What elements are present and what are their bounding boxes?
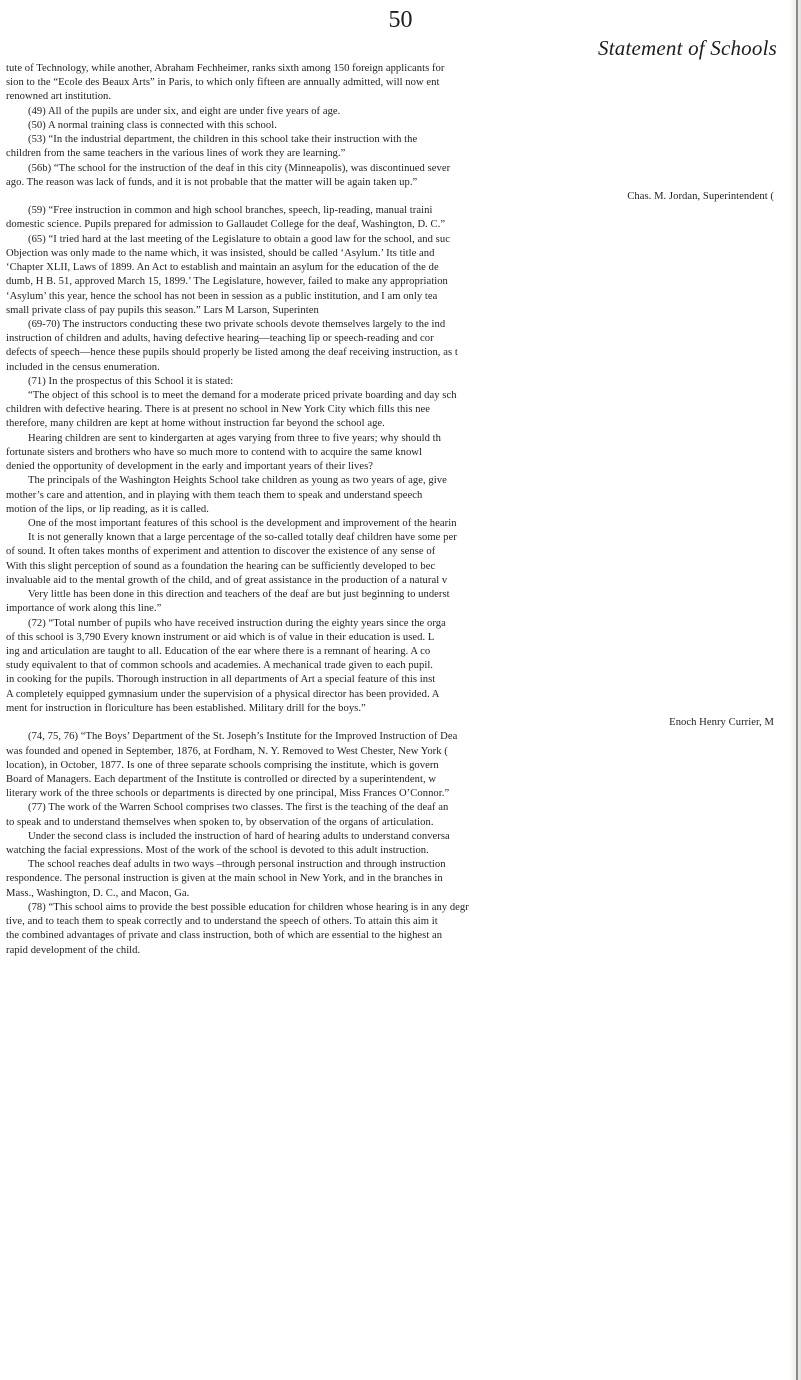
text-line: denied the opportunity of development in the early and important years of their lives? (6, 461, 374, 473)
text-line: (78) “This school aims to provide the best possible education for children whose hearing is in any degr (28, 901, 469, 913)
text-line: fortunate sisters and brothers who have so much more to contend with to acquire the same knowl (6, 446, 422, 458)
text-line: was founded and opened in September, 1876, at Fordham, N. Y. Removed to West Chester, New York ( (6, 745, 448, 757)
body-text (6, 62, 788, 958)
text-line: ment for instruction in floriculture has been established. Military drill for the boys.” (6, 702, 366, 714)
text-line: sion to the “Ecole des Beaux Arts” in Paris, to which only fifteen are annually admitted, will now ent (6, 77, 440, 89)
text-line: of this school is 3,790 Every known instrument or aid which is of value in their education is used. L (6, 631, 435, 643)
text-line: renowned art institution. (6, 91, 112, 103)
text-line: (49) All of the pupils are under six, and eight are under five years of age. (28, 105, 341, 117)
text-line: Board of Managers. Each department of the Institute is controlled or directed by a superintendent, w (6, 773, 437, 785)
text-line: (65) “I tried hard at the last meeting of the Legislature to obtain a good law for the school, and suc (28, 233, 450, 245)
text-line: The school reaches deaf adults in two ways –through personal instruction and through instruction (28, 859, 446, 871)
text-line: tive, and to teach them to speak correctly and to understand the speech of others. To attain this aim it (6, 916, 438, 928)
page-edge-shadow (789, 0, 801, 1380)
text-line: defects of speech—hence these pupils should properly be listed among the deaf receiving instruction, as t (6, 347, 458, 359)
text-line: ago. The reason was lack of funds, and it is not probable that the matter will be again taken up.” (6, 176, 418, 188)
text-line: tute of Technology, while another, Abraham Fechheimer, ranks sixth among 150 foreign applicants for (6, 63, 445, 74)
text-line: location), in October, 1877. Is one of three separate schools comprising the institute, which is govern (6, 759, 439, 771)
text-line: With this slight perception of sound as a foundation the hearing can be sufficiently developed to bec (6, 560, 436, 572)
text-line: small private class of pay pupils this season.” Lars M Larson, Superinten (6, 304, 319, 316)
signature-line: Enoch Henry Currier, M (669, 717, 774, 729)
text-line: of sound. It often takes months of experiment and attention to discover the existence of any sense of (6, 546, 436, 558)
text-line: therefore, many children are kept at home without instruction far beyond the school age. (6, 418, 385, 430)
signature-line: Chas. M. Jordan, Superintendent ( (627, 190, 774, 202)
text-line: (53) “In the industrial department, the children in this school take their instruction with the (28, 134, 418, 146)
text-line: (69-70) The instructors conducting these two private schools devote themselves largely to the ind (28, 318, 446, 330)
text-line: Mass., Washington, D. C., and Macon, Ga. (6, 887, 190, 899)
text-line: (56b) “The school for the instruction of the deaf in this city (Minneapolis), was discontinued sever (28, 162, 451, 174)
text-line: One of the most important features of this school is the development and improvement of the hearin (28, 518, 457, 529)
text-line: Very little has been done in this direction and teachers of the deaf are but just beginning to underst (28, 589, 450, 601)
text-line: motion of the lips, or lip reading, as it is called. (6, 503, 209, 515)
text-line: ‘Chapter XLII, Laws of 1899. An Act to establish and maintain an asylum for the education of the de (6, 262, 439, 274)
text-line: invaluable aid to the mental growth of the child, and of great assistance in the production of a natural v (6, 574, 448, 586)
text-line: (77) The work of the Warren School comprises two classes. The first is the teaching of the deaf an (28, 802, 449, 814)
text-line: respondence. The personal instruction is given at the main school in New York, and in the branches in (6, 873, 443, 885)
text-line: instruction of children and adults, having defective hearing—teaching lip or speech-reading and cor (6, 333, 434, 345)
text-line: (71) In the prospectus of this School it is stated: (28, 375, 234, 387)
text-line: It is not generally known that a large percentage of the so-called totally deaf children have some per (28, 532, 457, 544)
text-line: ing and articulation are taught to all. Education of the ear where there is a remnant of hearing. A co (6, 645, 431, 657)
text-line: (50) A normal training class is connected with this school. (28, 119, 277, 131)
text-line: rapid development of the child. (6, 944, 141, 956)
text-line: Under the second class is included the instruction of hard of hearing adults to understand conversa (28, 830, 450, 842)
text-line: The principals of the Washington Heights School take children as young as two years of age, give (28, 475, 447, 487)
text-line: (59) “Free instruction in common and high school branches, speech, lip-reading, manual traini (28, 205, 433, 217)
text-line: Hearing children are sent to kindergarten at ages varying from three to five years; why should th (28, 432, 441, 444)
text-line: study equivalent to that of common schools and academies. A mechanical trade given to each pupil. (6, 660, 434, 672)
text-line: domestic science. Pupils prepared for admission to Gallaudet College for the deaf, Washington, D. C.” (6, 219, 446, 231)
text-line: (74, 75, 76) “The Boys’ Department of the St. Joseph’s Institute for the Improved Instruction of Dea (28, 731, 458, 743)
text-line: ‘Asylum’ this year, hence the school has not been in session as a public institution, and I am only tea (6, 290, 438, 302)
text-line: “The object of this school is to meet the demand for a moderate priced private boarding and day sch (28, 390, 457, 402)
text-line: importance of work along this line.” (6, 603, 162, 615)
text-line: children with defective hearing. There is at present no school in New York City which fills this nee (6, 404, 431, 416)
text-line: Objection was only made to the name which, it was insisted, should be called ‘Asylum.’ Its title and (6, 247, 435, 259)
text-line: included in the census enumeration. (6, 361, 160, 373)
text-line: watching the facial expressions. Most of the work of the school is devoted to this adult instruction. (6, 845, 429, 857)
text-line: mother’s care and attention, and in playing with them teach them to speak and understand speech (6, 489, 423, 501)
text-line: children from the same teachers in the various lines of work they are learning.” (6, 148, 346, 160)
text-line: the combined advantages of private and class instruction, both of which are essential to the highest an (6, 930, 443, 942)
text-line: dumb, H B. 51, approved March 15, 1899.’ The Legislature, however, failed to make any appropriation (6, 276, 448, 288)
text-line: A completely equipped gymnasium under the supervision of a physical director has been provided. A (6, 688, 440, 700)
text-line: (72) “Total number of pupils who have received instruction during the eighty years since the orga (28, 617, 446, 629)
page-edge-line (796, 0, 798, 1380)
text-line: literary work of the three schools or departments is directed by one principal, Miss Frances O’Connor.” (6, 788, 450, 800)
running-head: Statement of Schools (598, 36, 777, 60)
text-line: to speak and to understand themselves when spoken to, by observation of the organs of articulation. (6, 816, 434, 828)
text-line: in cooking for the pupils. Thorough instruction in all departments of Art a special feature of this inst (6, 674, 436, 686)
page-number: 50 (388, 7, 413, 33)
